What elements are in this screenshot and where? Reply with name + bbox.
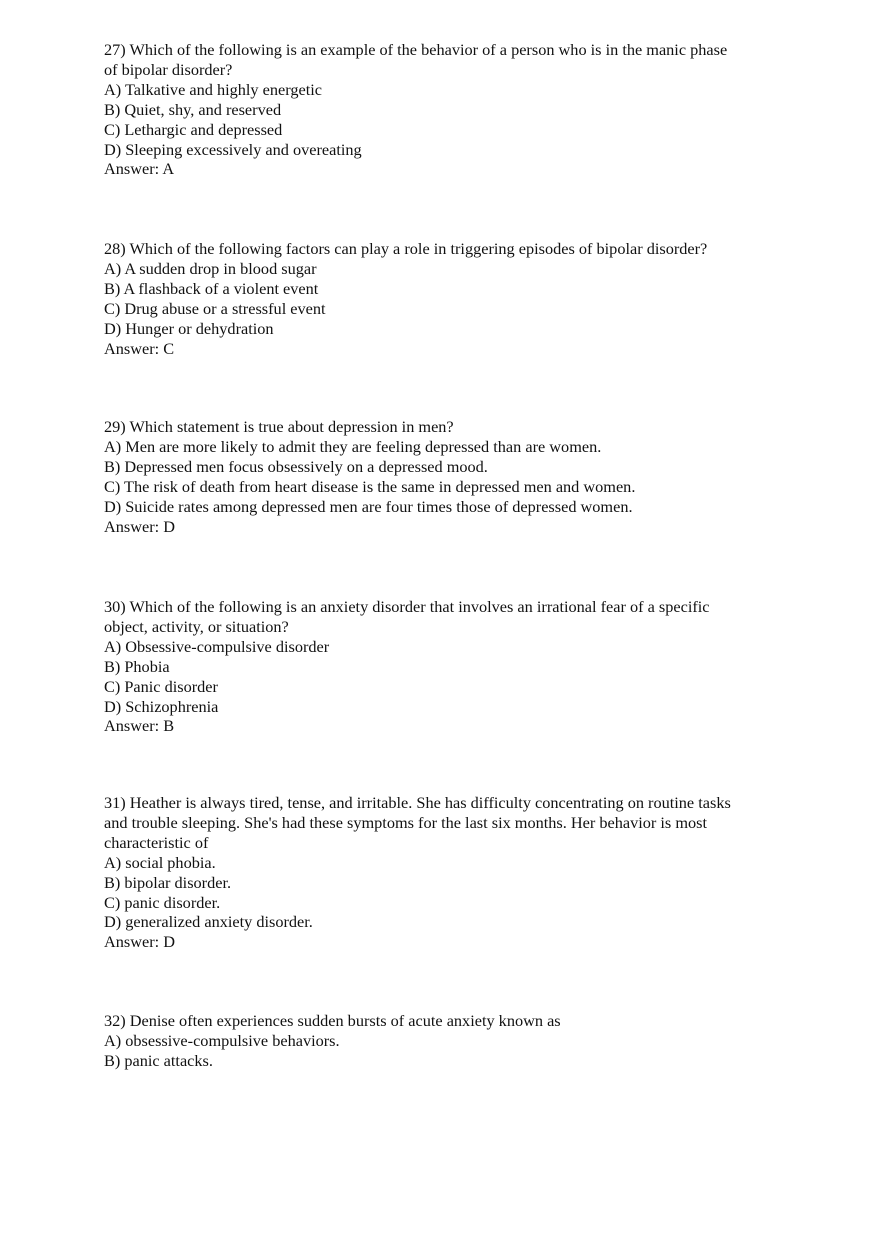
answer-option: A) A sudden drop in blood sugar [104, 258, 317, 278]
answer-option: D) Hunger or dehydration [104, 318, 274, 338]
answer-option: A) Talkative and highly energetic [104, 79, 322, 99]
answer-key: Answer: A [104, 159, 175, 179]
question-stem: of bipolar disorder? [104, 59, 233, 79]
question-stem: and trouble sleeping. She's had these symptoms for the last six months. Her behavior is most [104, 812, 707, 832]
question-stem: 32) Denise often experiences sudden bursts of acute anxiety known as [104, 1011, 561, 1030]
answer-option: B) panic attacks. [104, 1050, 213, 1070]
answer-option: B) bipolar disorder. [104, 872, 232, 892]
answer-option: C) Panic disorder [104, 676, 218, 696]
answer-option: D) Schizophrenia [104, 696, 219, 716]
question-stem: object, activity, or situation? [104, 616, 289, 636]
question-stem: 31) Heather is always tired, tense, and irritable. She has difficulty concentrating on routine tasks [104, 793, 731, 812]
answer-key: Answer: D [104, 516, 175, 536]
answer-key: Answer: B [104, 716, 175, 736]
answer-key: Answer: D [104, 932, 175, 952]
answer-option: B) A flashback of a violent event [104, 278, 319, 298]
question-30 [104, 597, 710, 736]
question-28 [104, 239, 707, 358]
question-31 [104, 793, 731, 952]
answer-option: C) Lethargic and depressed [104, 119, 283, 139]
answer-key: Answer: C [104, 338, 175, 358]
answer-option: A) Men are more likely to admit they are feeling depressed than are women. [104, 436, 602, 456]
answer-option: B) Phobia [104, 656, 170, 676]
answer-option: D) generalized anxiety disorder. [104, 912, 313, 932]
question-32 [104, 1011, 561, 1071]
question-29 [104, 417, 635, 536]
answer-option: C) Drug abuse or a stressful event [104, 298, 326, 318]
answer-option: D) Suicide rates among depressed men are four times those of depressed women. [104, 496, 633, 516]
question-stem: 27) Which of the following is an example of the behavior of a person who is in the manic phase [104, 40, 728, 59]
answer-option: B) Depressed men focus obsessively on a depressed mood. [104, 456, 488, 476]
answer-option: B) Quiet, shy, and reserved [104, 99, 282, 119]
answer-option: A) obsessive-compulsive behaviors. [104, 1030, 340, 1050]
question-stem: 28) Which of the following factors can play a role in triggering episodes of bipolar disorder? [104, 239, 708, 258]
question-stem: characteristic of [104, 832, 209, 852]
question-stem: 30) Which of the following is an anxiety disorder that involves an irrational fear of a specific [104, 597, 710, 616]
answer-option: A) social phobia. [104, 852, 216, 872]
question-27 [104, 40, 727, 179]
answer-option: C) panic disorder. [104, 892, 221, 912]
question-stem: 29) Which statement is true about depression in men? [104, 417, 454, 436]
answer-option: D) Sleeping excessively and overeating [104, 139, 362, 159]
answer-option: C) The risk of death from heart disease is the same in depressed men and women. [104, 476, 636, 496]
answer-option: A) Obsessive-compulsive disorder [104, 636, 330, 656]
